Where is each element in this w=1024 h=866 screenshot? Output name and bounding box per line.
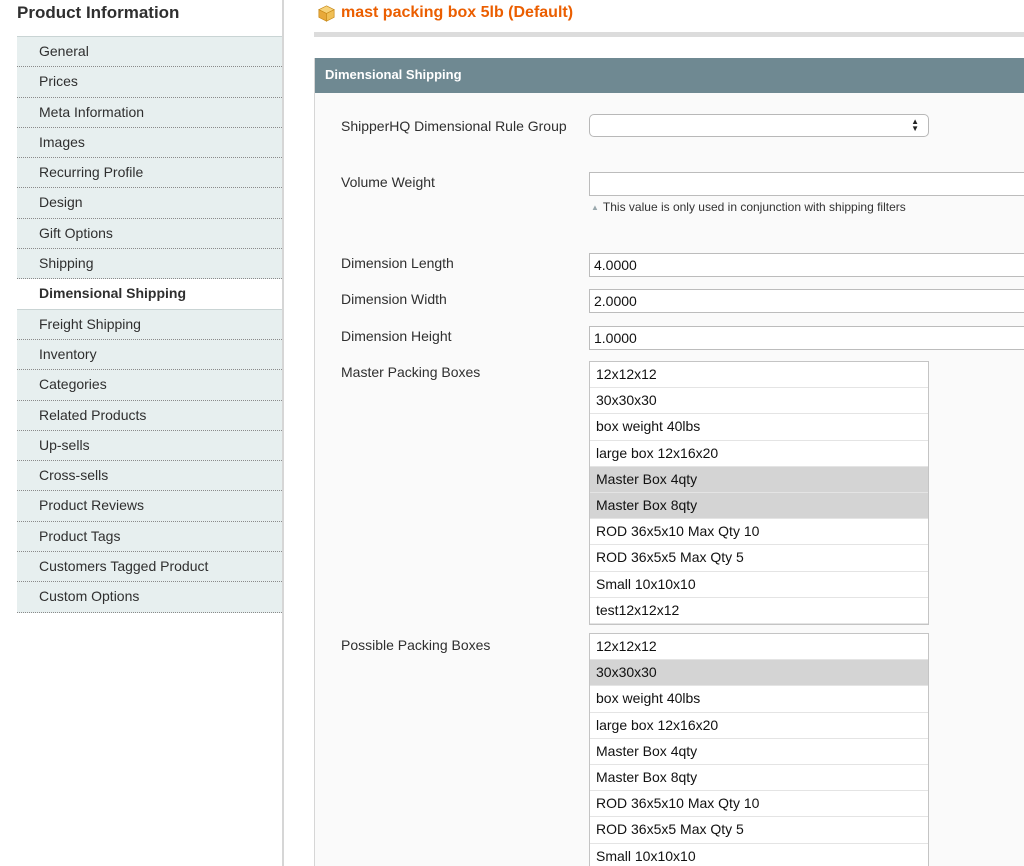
select-arrows-icon: ▲ ▼ [911, 117, 919, 133]
page-title-text: mast packing box 5lb (Default) [341, 4, 574, 21]
sidebar-tab[interactable]: Recurring Profile [17, 158, 282, 188]
listbox-option[interactable]: 12x12x12 [590, 362, 928, 388]
listbox-option[interactable]: Master Box 8qty [590, 765, 928, 791]
listbox-option[interactable]: 30x30x30 [590, 388, 928, 414]
possible-boxes-multiselect[interactable] [589, 633, 929, 866]
sidebar-tab[interactable]: Images [17, 128, 282, 158]
listbox-option[interactable]: ROD 36x5x5 Max Qty 5 [590, 817, 928, 843]
listbox-option[interactable]: Small 10x10x10 [590, 844, 928, 866]
listbox-option[interactable]: 30x30x30 [590, 660, 928, 686]
sidebar-tab[interactable]: General [17, 37, 282, 67]
sidebar-tab[interactable]: Up-sells [17, 431, 282, 461]
listbox-option[interactable]: test12x12x12 [590, 598, 928, 624]
sidebar-tab[interactable]: Freight Shipping [17, 310, 282, 340]
height-input[interactable] [589, 326, 1024, 350]
sidebar-tab[interactable]: Customers Tagged Product [17, 552, 282, 582]
listbox-option[interactable]: Master Box 4qty [590, 739, 928, 765]
sidebar-title: Product Information [17, 3, 180, 22]
width-label: Dimension Width [341, 291, 447, 307]
rule-group-select[interactable] [589, 114, 929, 137]
product-box-icon [318, 5, 335, 22]
listbox-option[interactable]: Small 10x10x10 [590, 572, 928, 598]
sidebar-tab[interactable]: Dimensional Shipping [17, 279, 282, 309]
listbox-option[interactable]: ROD 36x5x10 Max Qty 10 [590, 519, 928, 545]
sidebar-tab[interactable]: Related Products [17, 401, 282, 431]
sidebar-tab[interactable]: Product Tags [17, 522, 282, 552]
panel-header: Dimensional Shipping [315, 58, 1024, 93]
listbox-option[interactable]: box weight 40lbs [590, 414, 928, 440]
sidebar-tab[interactable]: Meta Information [17, 98, 282, 128]
listbox-option[interactable]: Master Box 8qty [590, 493, 928, 519]
sidebar-tab[interactable]: Categories [17, 370, 282, 400]
sidebar-tab[interactable]: Prices [17, 67, 282, 97]
volume-weight-hint [591, 196, 931, 219]
length-input[interactable] [589, 253, 1024, 277]
width-input[interactable] [589, 289, 1024, 313]
master-boxes-label: Master Packing Boxes [341, 364, 481, 380]
hint-text: This value is only used in conjunction with shipping filters [602, 200, 906, 214]
sidebar-tab[interactable]: Cross-sells [17, 461, 282, 491]
sidebar-tab[interactable]: Gift Options [17, 219, 282, 249]
master-boxes-multiselect[interactable] [589, 361, 929, 625]
dimensional-shipping-panel [314, 58, 1024, 866]
volume-weight-label: Volume Weight [341, 174, 435, 190]
rule-group-label: ShipperHQ Dimensional Rule Group [341, 118, 567, 134]
sidebar-tab[interactable]: Design [17, 188, 282, 218]
hint-triangle-icon: ▲ [591, 203, 599, 212]
volume-weight-input[interactable] [589, 172, 1024, 196]
sidebar-tab[interactable]: Shipping [17, 249, 282, 279]
height-label: Dimension Height [341, 328, 452, 344]
listbox-option[interactable]: 12x12x12 [590, 634, 928, 660]
listbox-option[interactable]: large box 12x16x20 [590, 713, 928, 739]
sidebar-tab[interactable]: Inventory [17, 340, 282, 370]
title-divider [314, 32, 1024, 37]
length-label: Dimension Length [341, 255, 454, 271]
sidebar-tab[interactable]: Custom Options [17, 582, 282, 612]
listbox-option[interactable]: ROD 36x5x10 Max Qty 10 [590, 791, 928, 817]
listbox-option[interactable]: box weight 40lbs [590, 686, 928, 712]
listbox-option[interactable]: large box 12x16x20 [590, 441, 928, 467]
product-tabs [17, 36, 282, 613]
listbox-option[interactable]: ROD 36x5x5 Max Qty 5 [590, 545, 928, 571]
page-title [318, 4, 573, 22]
sidebar-tab[interactable]: Product Reviews [17, 491, 282, 521]
listbox-option[interactable]: Master Box 4qty [590, 467, 928, 493]
possible-boxes-label: Possible Packing Boxes [341, 637, 491, 653]
product-info-sidebar [0, 0, 284, 866]
